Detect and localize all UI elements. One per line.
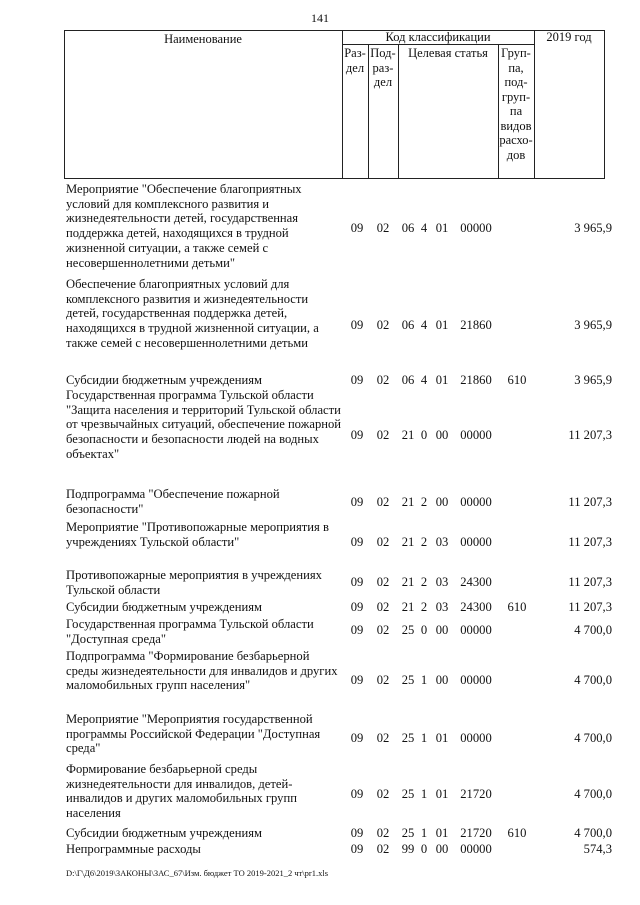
row-code-rz: 09 (350, 575, 364, 589)
row-code-cs4: 21860 (460, 373, 492, 387)
row-code-cs4: 21720 (460, 826, 492, 840)
row-code-rz: 09 (350, 731, 364, 745)
row-code-cs1: 25 (401, 673, 415, 687)
row-code-pr: 02 (376, 373, 390, 387)
row-code-vr: 610 (507, 373, 527, 387)
row-code-pr: 02 (376, 731, 390, 745)
row-amount: 11 207,3 (568, 535, 612, 549)
row-name: Непрограммные расходы (66, 842, 201, 856)
row-code-cs2: 2 (420, 575, 428, 589)
row-amount: 4 700,0 (574, 731, 612, 745)
row-code-cs4: 24300 (460, 575, 492, 589)
row-amount: 3 965,9 (574, 221, 612, 235)
row-code-cs2: 4 (420, 221, 428, 235)
row-name: Противопожарные мероприятия в учреждениях Тульской области (66, 568, 322, 597)
row-code-cs1: 06 (401, 373, 415, 387)
row-amount: 4 700,0 (574, 826, 612, 840)
row-code-cs3: 01 (435, 787, 449, 801)
row-code-cs4: 24300 (460, 600, 492, 614)
row-code-cs1: 06 (401, 318, 415, 332)
row-amount: 11 207,3 (568, 428, 612, 442)
row-code-cs3: 03 (435, 535, 449, 549)
row-code-cs4: 00000 (460, 495, 492, 509)
row-code-cs1: 25 (401, 623, 415, 637)
row-code-cs2: 2 (420, 495, 428, 509)
row-code-cs1: 21 (401, 600, 415, 614)
row-code-cs3: 00 (435, 623, 449, 637)
row-amount: 11 207,3 (568, 495, 612, 509)
row-code-rz: 09 (350, 495, 364, 509)
header-section: Раз- дел (344, 46, 366, 75)
row-code-cs3: 01 (435, 221, 449, 235)
row-code-rz: 09 (350, 535, 364, 549)
row-code-pr: 02 (376, 600, 390, 614)
row-code-cs3: 01 (435, 731, 449, 745)
row-code-cs4: 21720 (460, 787, 492, 801)
row-code-pr: 02 (376, 221, 390, 235)
row-code-pr: 02 (376, 575, 390, 589)
row-code-cs3: 03 (435, 575, 449, 589)
row-name: Субсидии бюджетным учреждениям (66, 600, 262, 614)
row-name: Подпрограмма "Формирование безбарьерной среды жизнедеятельности для инвалидов и других маломобильных групп населения" (66, 649, 338, 693)
row-code-cs3: 01 (435, 826, 449, 840)
row-code-rz: 09 (350, 373, 364, 387)
row-code-cs1: 25 (401, 731, 415, 745)
row-amount: 4 700,0 (574, 673, 612, 687)
header-name: Наименование (164, 32, 242, 46)
row-code-rz: 09 (350, 787, 364, 801)
row-code-cs1: 06 (401, 221, 415, 235)
header-year: 2019 год (546, 30, 592, 44)
row-code-pr: 02 (376, 623, 390, 637)
row-code-cs1: 21 (401, 495, 415, 509)
row-code-cs2: 2 (420, 600, 428, 614)
row-code-vr: 610 (507, 826, 527, 840)
row-code-rz: 09 (350, 318, 364, 332)
row-amount: 4 700,0 (574, 787, 612, 801)
row-code-cs4: 00000 (460, 535, 492, 549)
row-name: Подпрограмма "Обеспечение пожарной безопасности" (66, 487, 280, 516)
row-code-cs3: 00 (435, 428, 449, 442)
row-code-cs4: 00000 (460, 428, 492, 442)
row-code-pr: 02 (376, 673, 390, 687)
row-name: Мероприятие "Противопожарные мероприятия в учреждениях Тульской области" (66, 520, 329, 549)
row-code-cs3: 00 (435, 842, 449, 856)
row-name: Субсидии бюджетным учреждениям (66, 373, 262, 387)
row-code-cs3: 01 (435, 373, 449, 387)
row-code-rz: 09 (350, 842, 364, 856)
row-code-cs2: 1 (420, 826, 428, 840)
row-code-cs4: 00000 (460, 623, 492, 637)
row-code-pr: 02 (376, 842, 390, 856)
row-code-cs4: 00000 (460, 731, 492, 745)
row-name: Государственная программа Тульской области "Доступная среда" (66, 617, 314, 646)
row-code-cs2: 4 (420, 318, 428, 332)
row-amount: 4 700,0 (574, 623, 612, 637)
row-amount: 3 965,9 (574, 373, 612, 387)
row-code-cs3: 00 (435, 673, 449, 687)
row-code-cs3: 00 (435, 495, 449, 509)
row-code-cs4: 00000 (460, 221, 492, 235)
row-code-cs2: 2 (420, 535, 428, 549)
row-name: Мероприятие "Обеспечение благоприятных условий для комплексного развития и жизнедеятельности детей, государственная поддержка детей, находящихся в трудной жизненной ситуации, а также семей с несовершеннолетними детьми" (66, 182, 302, 270)
row-code-cs2: 1 (420, 673, 428, 687)
row-code-cs4: 21860 (460, 318, 492, 332)
row-code-cs4: 00000 (460, 842, 492, 856)
row-code-cs2: 0 (420, 623, 428, 637)
row-code-rz: 09 (350, 623, 364, 637)
row-code-pr: 02 (376, 826, 390, 840)
row-amount: 11 207,3 (568, 600, 612, 614)
row-code-rz: 09 (350, 673, 364, 687)
header-expense-group: Груп- па, под- груп- па видов расхо- дов (499, 46, 533, 162)
row-code-pr: 02 (376, 535, 390, 549)
row-code-rz: 09 (350, 826, 364, 840)
row-name: Мероприятие "Мероприятия государственной программы Российской Федерации "Доступная среда" (66, 712, 321, 756)
row-code-cs1: 99 (401, 842, 415, 856)
row-code-cs2: 1 (420, 731, 428, 745)
row-code-vr: 610 (507, 600, 527, 614)
row-code-cs2: 4 (420, 373, 428, 387)
row-code-rz: 09 (350, 600, 364, 614)
row-code-pr: 02 (376, 495, 390, 509)
row-code-cs4: 00000 (460, 673, 492, 687)
row-code-cs1: 21 (401, 535, 415, 549)
row-name: Обеспечение благоприятных условий для комплексного развития и жизнедеятельности детей, государственная поддержка детей, находящихся в трудной жизненной ситуации, а также семей с несовершеннолетними детьми (66, 277, 319, 350)
row-code-cs1: 25 (401, 826, 415, 840)
row-code-cs3: 01 (435, 318, 449, 332)
file-path-footer: D:\Г\Д6\2019\ЗАКОНЫ\ЗАС_67\Изм. бюджет ТО 2019-2021_2 чт\pr1.xls (66, 868, 329, 878)
row-name: Формирование безбарьерной среды жизнедеятельности для инвалидов, детей-инвалидов и других маломобильных групп населения (66, 762, 297, 821)
row-amount: 574,3 (583, 842, 612, 856)
row-code-cs2: 1 (420, 787, 428, 801)
row-amount: 3 965,9 (574, 318, 612, 332)
row-name: Субсидии бюджетным учреждениям (66, 826, 262, 840)
row-amount: 11 207,3 (568, 575, 612, 589)
row-code-cs1: 25 (401, 787, 415, 801)
header-subsection: Под- раз- дел (370, 46, 396, 89)
row-code-cs3: 03 (435, 600, 449, 614)
header-target: Целевая статья (408, 46, 488, 60)
row-code-cs1: 21 (401, 428, 415, 442)
row-code-rz: 09 (350, 221, 364, 235)
header-classification: Код классификации (385, 30, 491, 44)
row-name: Государственная программа Тульской области "Защита населения и территорий Тульской области от чрезвычайных ситуаций, обеспечение пожарной безопасности и безопасности людей на водных объектах" (66, 388, 342, 461)
row-code-cs2: 0 (420, 428, 428, 442)
page-number: 141 (311, 11, 329, 25)
row-code-pr: 02 (376, 787, 390, 801)
row-code-pr: 02 (376, 318, 390, 332)
row-code-rz: 09 (350, 428, 364, 442)
row-code-cs2: 0 (420, 842, 428, 856)
row-code-pr: 02 (376, 428, 390, 442)
row-code-cs1: 21 (401, 575, 415, 589)
